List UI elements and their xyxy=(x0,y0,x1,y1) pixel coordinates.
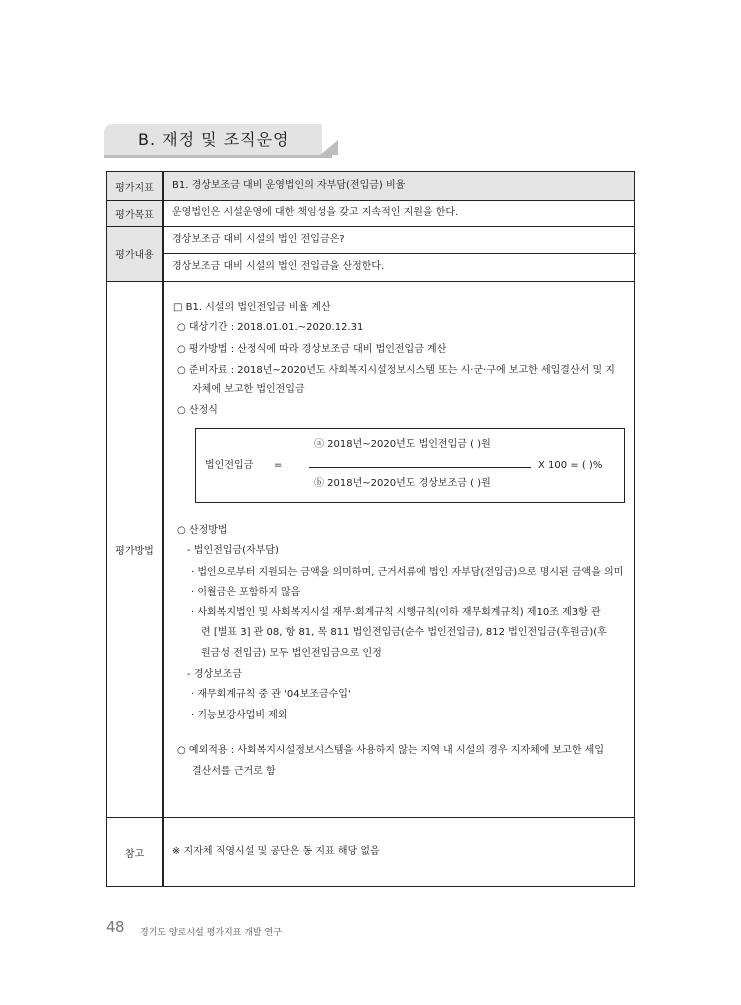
transfer-bullet-2: · 이월금은 포함하지 않음 xyxy=(191,587,301,598)
goal-text: 운영법인은 시설운영에 대한 책임성을 갖고 지속적인 지원을 한다. xyxy=(172,207,459,218)
row-divider xyxy=(107,226,634,227)
sub-item-subsidy: - 경상보조금 xyxy=(187,669,243,680)
evaluation-table xyxy=(106,171,635,887)
section-title: B. 재정 및 조직운영 xyxy=(138,130,290,149)
method-heading: □ B1. 시설의 법인전입금 비율 계산 xyxy=(173,302,331,313)
formula-heading: ○ 산정식 xyxy=(177,405,218,416)
running-title: 경기도 양로시설 평가지표 개발 연구 xyxy=(140,928,282,938)
indicator-text: B1. 경상보조금 대비 운영법인의 자부담(전입금) 비율 xyxy=(172,180,406,191)
evaluation-method: ○ 평가방법 : 산정식에 따라 경상보조금 대비 법인전입금 계산 xyxy=(177,344,447,355)
formula-lhs: 법인전입금 xyxy=(205,460,254,471)
content-label: 평가내용 xyxy=(115,250,154,261)
sub-item-transfer: - 법인전입금(자부담) xyxy=(187,545,279,556)
transfer-bullet-3: · 사회복지법인 및 사회복지시설 재무·회계규칙 시행규칙(이하 재무회계규칙) 제10조 제3항 관 xyxy=(191,607,601,618)
content-description: 경상보조금 대비 시설의 법인 전입금을 산정한다. xyxy=(172,261,385,272)
transfer-bullet-1: · 법인으로부터 지원되는 금액을 의미하며, 근거서류에 법인 자부담(전입금)으로 명시된 금액을 의미 xyxy=(191,567,624,578)
transfer-bullet-3-cont: 원금성 전입금) 모두 법인전입금으로 인정 xyxy=(201,648,382,659)
column-divider xyxy=(162,172,164,886)
exception-line2: 결산서를 근거로 함 xyxy=(192,766,276,777)
transfer-bullet-3-cont: 련 [별표 3] 관 08, 항 81, 목 811 법인전입금(순수 법인전입금), 812 법인전입금(후원금)(후 xyxy=(201,627,607,638)
subsidy-bullet-2: · 기능보강사업비 제외 xyxy=(191,710,288,721)
formula-numerator: ⓐ 2018년~2020년도 법인전입금 ( )원 xyxy=(314,439,491,450)
calc-heading: ○ 산정방법 xyxy=(177,525,228,536)
section-underline xyxy=(104,155,332,158)
row-divider xyxy=(107,817,634,818)
row-divider xyxy=(107,200,634,201)
target-period: ○ 대상기간 : 2018.01.01.~2020.12.31 xyxy=(177,322,364,333)
content-question: 경상보조금 대비 시설의 법인 전입금은? xyxy=(172,234,345,245)
materials-line2: 자체에 보고한 법인전입금 xyxy=(192,384,305,395)
formula-equals: = xyxy=(274,460,283,471)
method-label: 평가방법 xyxy=(115,545,154,557)
formula-multiplier: X 100 = ( )% xyxy=(538,460,603,471)
indicator-label: 평가지표 xyxy=(115,182,154,194)
fraction-line xyxy=(309,467,531,468)
exception-line1: ○ 예외적용 : 사회복지시설정보시스템을 사용하지 않는 지역 내 시설의 경우 지자체에 보고한 세입 xyxy=(177,745,604,756)
reference-text: ※ 지자체 직영시설 및 공단은 동 지표 해당 없음 xyxy=(172,846,380,857)
section-tab-wedge xyxy=(320,140,338,155)
formula-box xyxy=(195,428,625,503)
goal-label: 평가목표 xyxy=(115,209,154,221)
formula-denominator: ⓑ 2018년~2020년도 경상보조금 ( )원 xyxy=(314,478,491,489)
content-divider xyxy=(162,253,636,254)
subsidy-bullet-1: · 재무회계규칙 중 관 '04보조금수입' xyxy=(191,689,351,700)
materials-line1: ○ 준비자료 : 2018년~2020년도 사회복지시설정보시스템 또는 시·군·구에 보고한 세입결산서 및 지 xyxy=(177,365,615,376)
page-number: 48 xyxy=(106,918,125,936)
reference-label: 참고 xyxy=(124,848,145,860)
row-divider xyxy=(107,281,634,282)
